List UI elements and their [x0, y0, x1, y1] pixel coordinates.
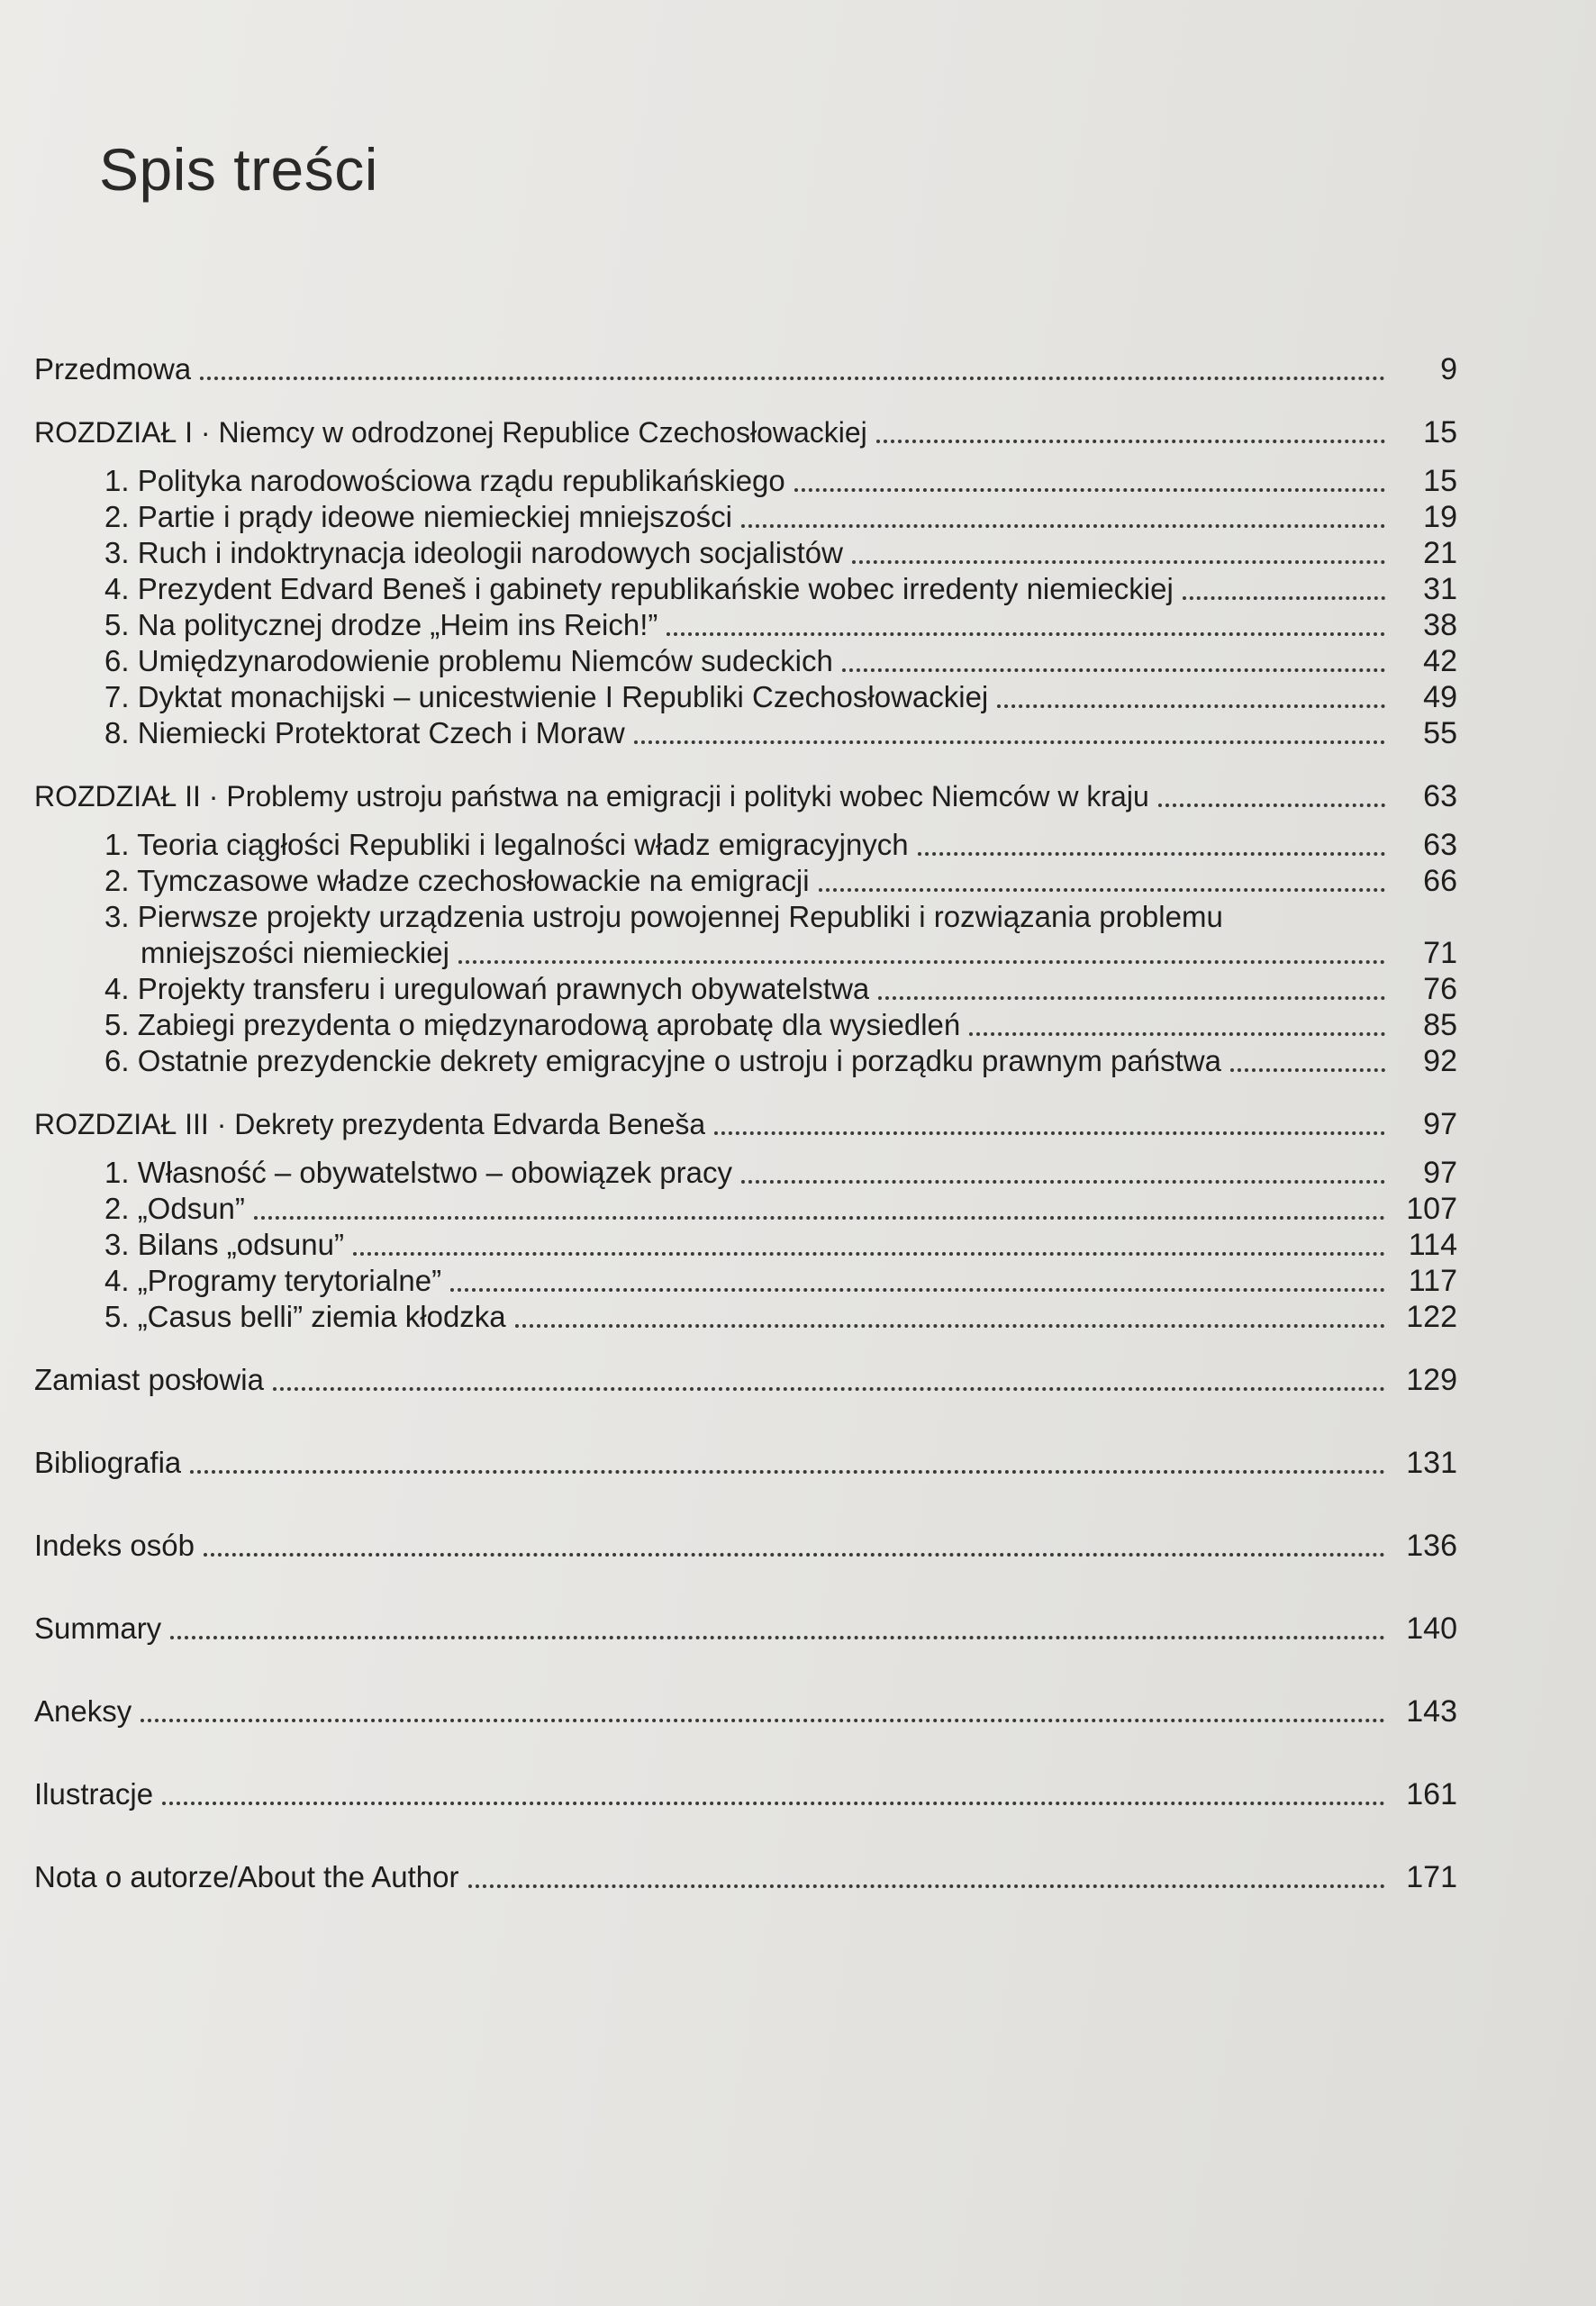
entry-page: 171	[1406, 1860, 1457, 1894]
section-label: 5. Na politycznej drodze „Heim ins Reich!”	[104, 608, 658, 641]
section-label: 2. Tymczasowe władze czechosłowackie na emigracji	[104, 864, 810, 897]
section-label: 1. Polityka narodowościowa rządu republikańskiego	[104, 464, 785, 497]
entry-page: 85	[1423, 1008, 1457, 1042]
toc-section	[34, 935, 1457, 971]
entry-page: 15	[1423, 415, 1457, 449]
entry-label: Przedmowa	[34, 352, 192, 386]
entry-page: 161	[1406, 1777, 1457, 1811]
toc-section	[34, 1263, 1457, 1299]
toc-entry-annexes	[34, 1693, 1457, 1730]
toc-section	[34, 571, 1457, 607]
toc-chapter-3	[34, 1106, 1457, 1142]
dot-leader	[200, 376, 1385, 380]
dot-leader	[918, 851, 1385, 856]
toc-section	[34, 827, 1457, 863]
entry-label: Summary	[34, 1611, 162, 1645]
dot-leader	[876, 439, 1385, 443]
dot-leader	[450, 1287, 1385, 1292]
dot-leader	[468, 1884, 1386, 1888]
entry-page: 129	[1406, 1363, 1457, 1397]
toc-section	[34, 643, 1457, 679]
dot-leader	[634, 740, 1385, 744]
entry-label: Bibliografia	[34, 1446, 182, 1479]
toc-entry-summary	[34, 1611, 1457, 1647]
entry-page: 38	[1423, 608, 1457, 642]
section-label: 1. Teoria ciągłości Republiki i legalności władz emigracyjnych	[104, 828, 909, 861]
entry-page: 107	[1406, 1192, 1457, 1226]
dot-leader	[204, 1552, 1385, 1557]
toc-section	[34, 1227, 1457, 1263]
entry-label: Aneksy	[34, 1694, 132, 1728]
chapter-label: ROZDZIAŁ II · Problemy ustroju państwa na emigracji i polityki wobec Niemców w kraju	[34, 780, 1149, 813]
section-label: 2. Partie i prądy ideowe niemieckiej mniejszości	[104, 500, 732, 533]
section-label: 7. Dyktat monachijski – unicestwienie I Republiki Czechosłowackiej	[104, 680, 989, 713]
dot-leader	[141, 1718, 1385, 1722]
toc-entry-author	[34, 1859, 1457, 1895]
toc-section	[34, 1191, 1457, 1227]
dot-leader	[667, 631, 1385, 636]
entry-page: 49	[1423, 680, 1457, 714]
entry-label: Ilustracje	[34, 1777, 154, 1811]
toc-section	[34, 535, 1457, 571]
section-label: 4. Projekty transferu i uregulowań prawnych obywatelstwa	[104, 972, 870, 1005]
toc-section	[34, 607, 1457, 643]
dot-leader	[852, 559, 1385, 564]
dot-leader	[162, 1801, 1385, 1805]
section-label: 5. „Casus belli” ziemia kłodzka	[104, 1300, 506, 1333]
entry-page: 19	[1423, 500, 1457, 534]
section-label: 3. Bilans „odsunu”	[104, 1228, 344, 1261]
toc-section	[34, 863, 1457, 899]
dot-leader	[254, 1215, 1385, 1220]
entry-page: 131	[1406, 1446, 1457, 1480]
toc-section	[34, 715, 1457, 751]
entry-label: Nota o autorze/About the Author	[34, 1860, 459, 1893]
entry-page: 42	[1423, 644, 1457, 678]
entry-page: 97	[1423, 1156, 1457, 1190]
toc-section	[34, 1043, 1457, 1079]
toc-entry-preface	[34, 351, 1457, 387]
entry-label: Zamiast posłowia	[34, 1363, 264, 1396]
entry-page: 143	[1406, 1694, 1457, 1729]
entry-page: 15	[1423, 464, 1457, 498]
entry-page: 63	[1423, 779, 1457, 813]
section-label: 1. Własność – obywatelstwo – obowiązek pracy	[104, 1156, 732, 1189]
entry-page: 9	[1440, 352, 1457, 386]
entry-page: 66	[1423, 864, 1457, 898]
dot-leader	[1183, 595, 1385, 600]
section-label: 2. „Odsun”	[104, 1192, 245, 1225]
dot-leader	[273, 1386, 1385, 1391]
section-label-continuation: mniejszości niemieckiej	[141, 936, 449, 969]
page-title: Spis treści	[99, 136, 378, 203]
toc-chapter-2	[34, 778, 1457, 814]
entry-page: 63	[1423, 828, 1457, 862]
entry-page: 97	[1423, 1107, 1457, 1141]
section-label: 5. Zabiegi prezydenta o międzynarodową aprobatę dla wysiedleń	[104, 1008, 961, 1041]
dot-leader	[741, 1179, 1385, 1184]
toc-section	[34, 1299, 1457, 1335]
toc-section	[34, 499, 1457, 535]
dot-leader	[458, 959, 1385, 964]
dot-leader	[819, 887, 1385, 892]
entry-page: 140	[1406, 1611, 1457, 1646]
entry-page: 136	[1406, 1529, 1457, 1563]
dot-leader	[1230, 1067, 1385, 1072]
entry-page: 114	[1408, 1228, 1457, 1262]
dot-leader	[515, 1323, 1385, 1328]
section-label: 6. Umiędzynarodowienie problemu Niemców sudeckich	[104, 644, 833, 677]
section-label: 4. Prezydent Edvard Beneš i gabinety republikańskie wobec irredenty niemieckiej	[104, 572, 1174, 605]
toc-entry-bibliography	[34, 1445, 1457, 1481]
entry-page: 92	[1423, 1044, 1457, 1078]
toc-chapter-1	[34, 414, 1457, 450]
section-label: 6. Ostatnie prezydenckie dekrety emigracyjne o ustroju i porządku prawnym państwa	[104, 1044, 1221, 1077]
dot-leader	[190, 1469, 1385, 1474]
section-label: 3. Ruch i indoktrynacja ideologii narodowych socjalistów	[104, 536, 843, 569]
toc-entry-afterword	[34, 1362, 1457, 1398]
dot-leader	[170, 1635, 1385, 1639]
entry-page: 76	[1423, 972, 1457, 1006]
entry-page: 122	[1406, 1300, 1457, 1334]
entry-page: 117	[1408, 1264, 1457, 1298]
toc-entry-index	[34, 1528, 1457, 1564]
table-of-contents	[34, 351, 1457, 1895]
dot-leader	[997, 704, 1385, 708]
entry-page: 55	[1423, 716, 1457, 750]
entry-label: Indeks osób	[34, 1529, 195, 1562]
toc-entry-illustrations	[34, 1776, 1457, 1812]
dot-leader	[741, 523, 1385, 528]
dot-leader	[878, 995, 1385, 1000]
toc-section	[34, 971, 1457, 1007]
entry-page: 71	[1423, 936, 1457, 970]
toc-section	[34, 1155, 1457, 1191]
toc-section	[34, 1007, 1457, 1043]
dot-leader	[794, 487, 1385, 492]
toc-section	[34, 463, 1457, 499]
dot-leader	[842, 667, 1385, 672]
entry-page: 31	[1423, 572, 1457, 606]
section-label-first-line: 3. Pierwsze projekty urządzenia ustroju powojennej Republiki i rozwiązania problemu	[104, 900, 1223, 933]
dot-leader	[969, 1031, 1385, 1036]
toc-section	[34, 679, 1457, 715]
dot-leader	[1158, 803, 1385, 807]
dot-leader	[714, 1130, 1385, 1135]
section-label: 8. Niemiecki Protektorat Czech i Moraw	[104, 716, 625, 749]
section-label: 4. „Programy terytorialne”	[104, 1264, 442, 1297]
chapter-label: ROZDZIAŁ I · Niemcy w odrodzonej Republice Czechosłowackiej	[34, 416, 867, 449]
dot-leader	[353, 1251, 1385, 1256]
chapter-label: ROZDZIAŁ III · Dekrety prezydenta Edvarda Beneša	[34, 1108, 706, 1140]
entry-page: 21	[1423, 536, 1457, 570]
